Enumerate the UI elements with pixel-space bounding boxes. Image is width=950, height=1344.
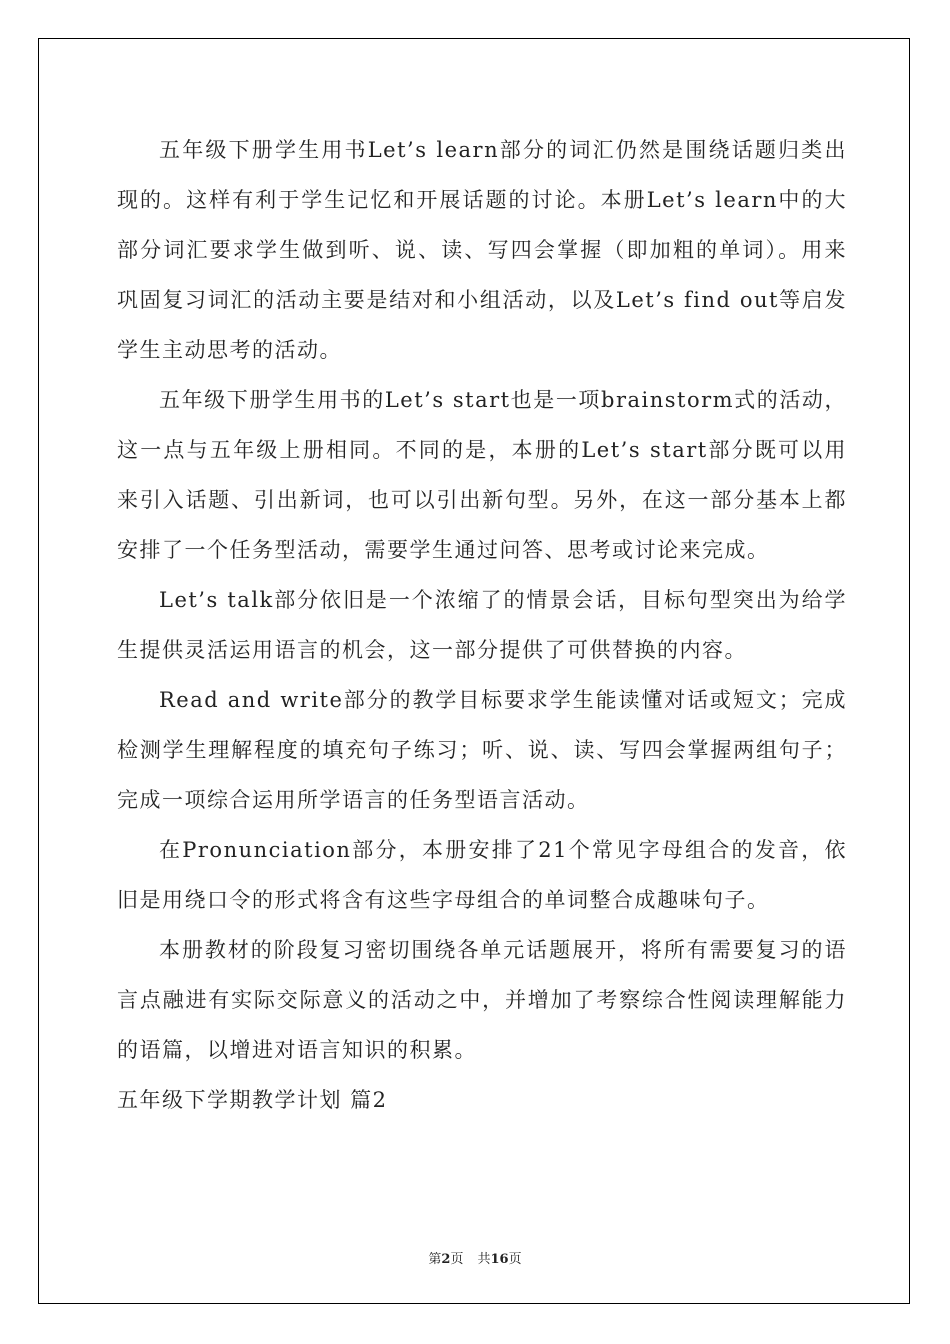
page-suffix: 页 [450, 1252, 464, 1267]
paragraph-pronunciation: 在Pronunciation部分，本册安排了21个常见字母组合的发音，依旧是用绕口令的形式将含有这些字母组合的单词整合成趣味句子。 [117, 838, 847, 912]
paragraph-lets-start: 五年级下册学生用书的Let’s start也是一项brainstorm式的活动，这一点与五年级上册相同。不同的是，本册的Let’s start部分既可以用来引入话题、引出新词，也可以引出新句型。另外，在这一部分基本上都安排了一个任务型活动，需要学生通过问答、思考或讨论来完成。 [117, 388, 847, 562]
total-prefix: 共 [477, 1252, 491, 1267]
section-heading: 五年级下学期教学计划 篇2 [117, 1088, 388, 1112]
total-suffix: 页 [508, 1252, 522, 1267]
total-pages: 16 [490, 1252, 509, 1267]
paragraph-lets-learn: 五年级下册学生用书Let’s learn部分的词汇仍然是围绕话题归类出现的。这样有利于学生记忆和开展话题的讨论。本册Let’s learn中的大部分词汇要求学生做到听、说、读、写四会掌握（即加粗的单词）。用来巩固复习词汇的活动主要是结对和小组活动，以及Let’s find out等启发学生主动思考的活动。 [117, 138, 847, 362]
paragraph-review: 本册教材的阶段复习密切围绕各单元话题展开，将所有需要复习的语言点融进有实际交际意义的活动之中，并增加了考察综合性阅读理解能力的语篇，以增进对语言知识的积累。 [117, 938, 847, 1062]
paragraph-lets-talk: Let’s talk部分依旧是一个浓缩了的情景会话，目标句型突出为给学生提供灵活运用语言的机会，这一部分提供了可供替换的内容。 [117, 588, 847, 662]
document-body [117, 125, 847, 1125]
page-prefix: 第 [428, 1252, 442, 1267]
page-number: 2 [441, 1252, 451, 1267]
page-footer [0, 1248, 950, 1267]
paragraph-read-and-write: Read and write部分的教学目标要求学生能读懂对话或短文；完成检测学生理解程度的填充句子练习；听、说、读、写四会掌握两组句子；完成一项综合运用所学语言的任务型语言活动。 [117, 688, 847, 812]
